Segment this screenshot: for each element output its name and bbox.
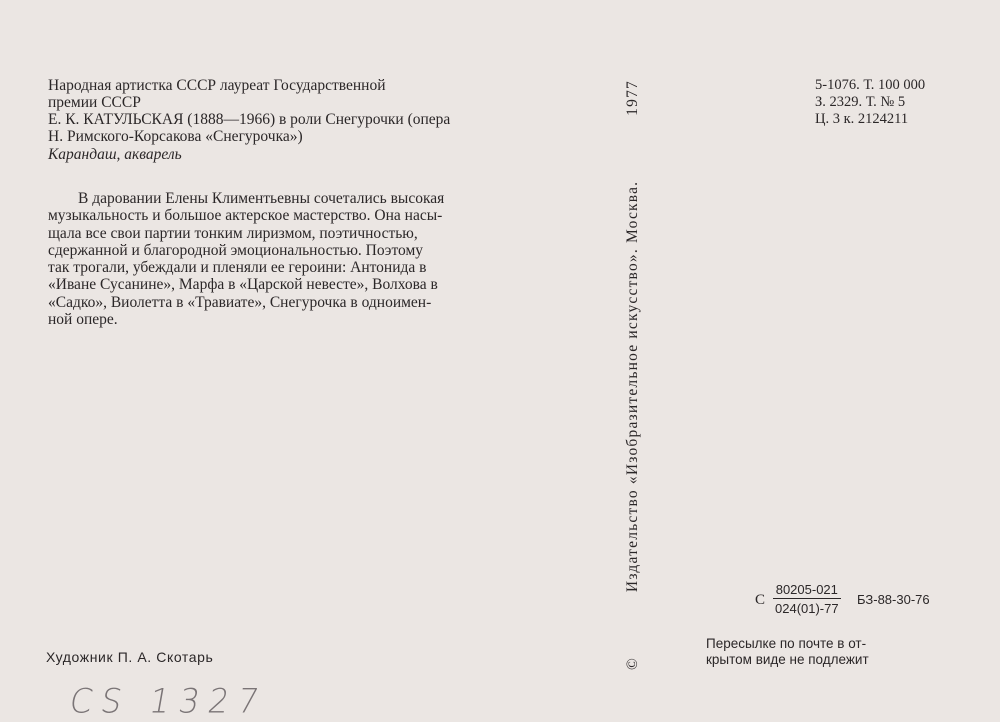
copyright-symbol: © — [624, 657, 641, 670]
print-codes — [815, 77, 925, 128]
print-code-line-3: Ц. 3 к. 2124211 — [815, 111, 909, 127]
biography-text — [48, 190, 580, 328]
index-numerator: 80205-021 — [773, 582, 841, 599]
caption-block — [48, 77, 588, 163]
publisher-imprint — [624, 80, 642, 670]
caption-line-2: премии СССР — [48, 94, 141, 111]
caption-line-3: Е. К. КАТУЛЬСКАЯ (1888—1966) в роли Снегурочки (опера — [48, 111, 451, 128]
print-code-line-1: 5-1076. Т. 100 000 — [815, 77, 926, 93]
body-line: музыкальность и большое актерское мастерство. Она насы- — [48, 207, 443, 225]
print-code-line-2: З. 2329. Т. № 5 — [815, 94, 906, 110]
caption-line-1: Народная артистка СССР лауреат Государственной — [48, 77, 386, 94]
index-fraction — [773, 582, 841, 616]
index-suffix: БЗ-88-30-76 — [857, 592, 930, 607]
index-denominator: 024(01)-77 — [775, 601, 839, 616]
publication-year: 1977 — [624, 80, 641, 116]
artist-credit: Художник П. А. Скотарь — [46, 649, 214, 665]
caption-line-4: Н. Римского-Корсакова «Снегурочка») — [48, 128, 303, 145]
body-line: «Садко», Виолетта в «Травиате», Снегурочка в одноимен- — [48, 293, 432, 311]
notice-line-1: Пересылке по почте в от- — [706, 636, 867, 651]
handwritten-inventory-number: CS 1327 — [66, 681, 271, 721]
body-line: В даровании Елены Климентьевны сочетались высокая — [78, 190, 445, 207]
body-line: так трогали, убеждали и пленяли ее героини: Антонида в — [48, 259, 427, 277]
notice-line-2: крытом виде не подлежит — [706, 651, 869, 667]
publisher-name: Издательство «Изобразительное искусство». Москва. — [624, 180, 641, 593]
mailing-notice — [706, 636, 956, 667]
caption-medium: Карандаш, акварель — [48, 146, 182, 163]
index-prefix: С — [755, 592, 766, 608]
body-line: ной опере. — [48, 311, 118, 329]
body-line: щала все свои партии тонким лиризмом, поэтичностью, — [48, 224, 418, 242]
body-line: «Иване Сусанине», Марфа в «Царской невесте», Волхова в — [48, 276, 438, 294]
body-line: сдержанной и благородной эмоциональностью. Поэтому — [48, 241, 424, 259]
